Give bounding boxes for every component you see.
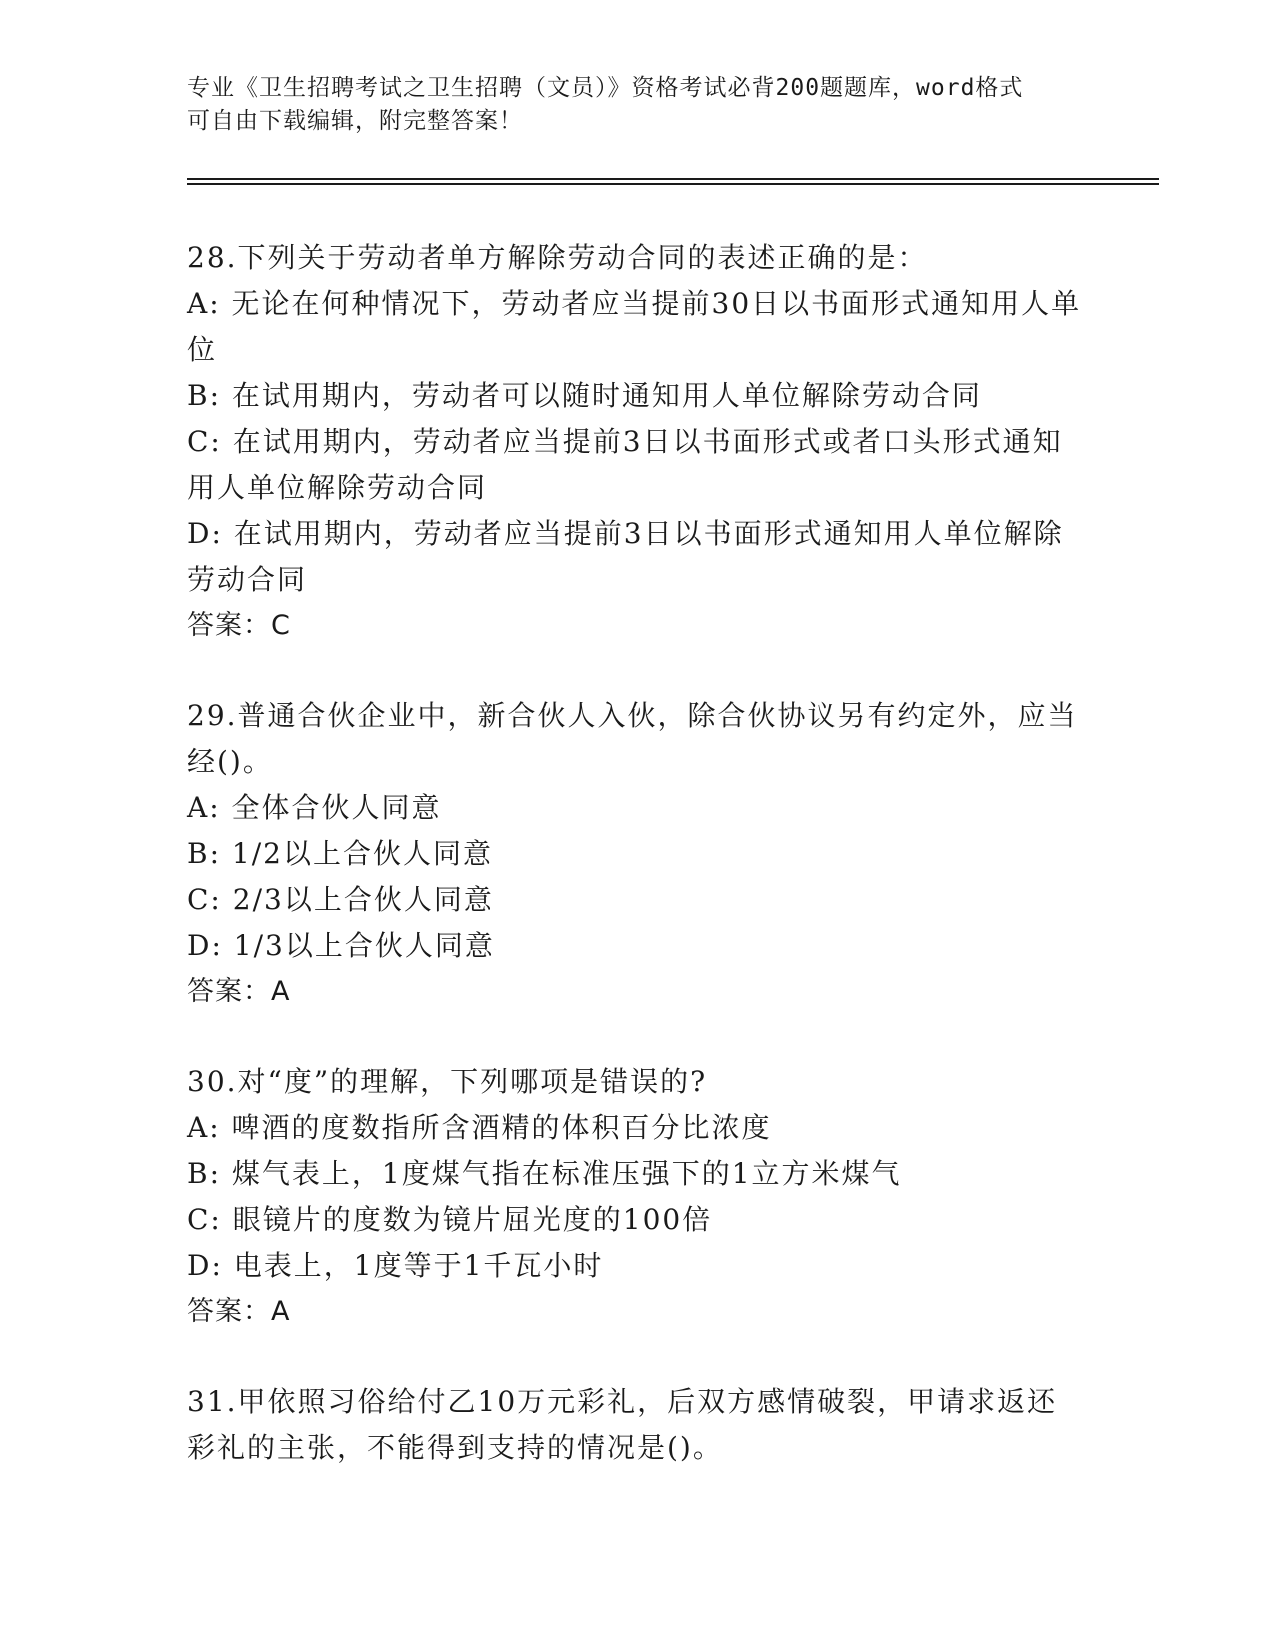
option-a: A: 无论在何种情况下，劳动者应当提前30日以书面形式通知用人单位 [187, 287, 1082, 366]
option-c: C: 2/3以上合伙人同意 [187, 883, 494, 916]
question-stem: 30.对“度”的理解，下列哪项是错误的? [187, 1065, 708, 1098]
option-d: D: 电表上，1度等于1千瓦小时 [187, 1249, 604, 1282]
option-b: B: 煤气表上，1度煤气指在标准压强下的1立方米煤气 [187, 1157, 902, 1190]
question-stem: 28.下列关于劳动者单方解除劳动合同的表述正确的是： [187, 241, 928, 274]
question-29 [187, 693, 1087, 1015]
question-stem: 29.普通合伙企业中，新合伙人入伙，除合伙协议另有约定外，应当经()。 [187, 699, 1078, 778]
document-header [187, 72, 1067, 138]
header-divider-bottom [187, 183, 1159, 185]
question-stem: 31.甲依照习俗给付乙10万元彩礼，后双方感情破裂，甲请求返还彩礼的主张，不能得到支持的情况是()。 [187, 1385, 1058, 1464]
option-d: D: 在试用期内，劳动者应当提前3日以书面形式通知用人单位解除劳动合同 [187, 517, 1064, 596]
answer-label: 答案：A [187, 976, 291, 1007]
question-30 [187, 1059, 1087, 1335]
question-28 [187, 235, 1087, 649]
answer-label: 答案：C [187, 610, 291, 641]
option-a: A: 全体合伙人同意 [187, 791, 442, 824]
option-a: A: 啤酒的度数指所含酒精的体积百分比浓度 [187, 1111, 772, 1144]
option-b: B: 在试用期内，劳动者可以随时通知用人单位解除劳动合同 [187, 379, 982, 412]
question-list [187, 235, 1087, 1515]
option-b: B: 1/2以上合伙人同意 [187, 837, 493, 870]
option-c: C: 眼镜片的度数为镜片屈光度的100倍 [187, 1203, 713, 1236]
option-d: D: 1/3以上合伙人同意 [187, 929, 495, 962]
option-c: C: 在试用期内，劳动者应当提前3日以书面形式或者口头形式通知用人单位解除劳动合同 [187, 425, 1063, 504]
question-31 [187, 1379, 1087, 1471]
answer-label: 答案：A [187, 1296, 291, 1327]
header-divider-top [187, 178, 1159, 180]
header-line-1: 专业《卫生招聘考试之卫生招聘（文员）》资格考试必背200题题库，word格式 [187, 75, 1024, 101]
header-line-2: 可自由下载编辑，附完整答案！ [187, 108, 523, 134]
